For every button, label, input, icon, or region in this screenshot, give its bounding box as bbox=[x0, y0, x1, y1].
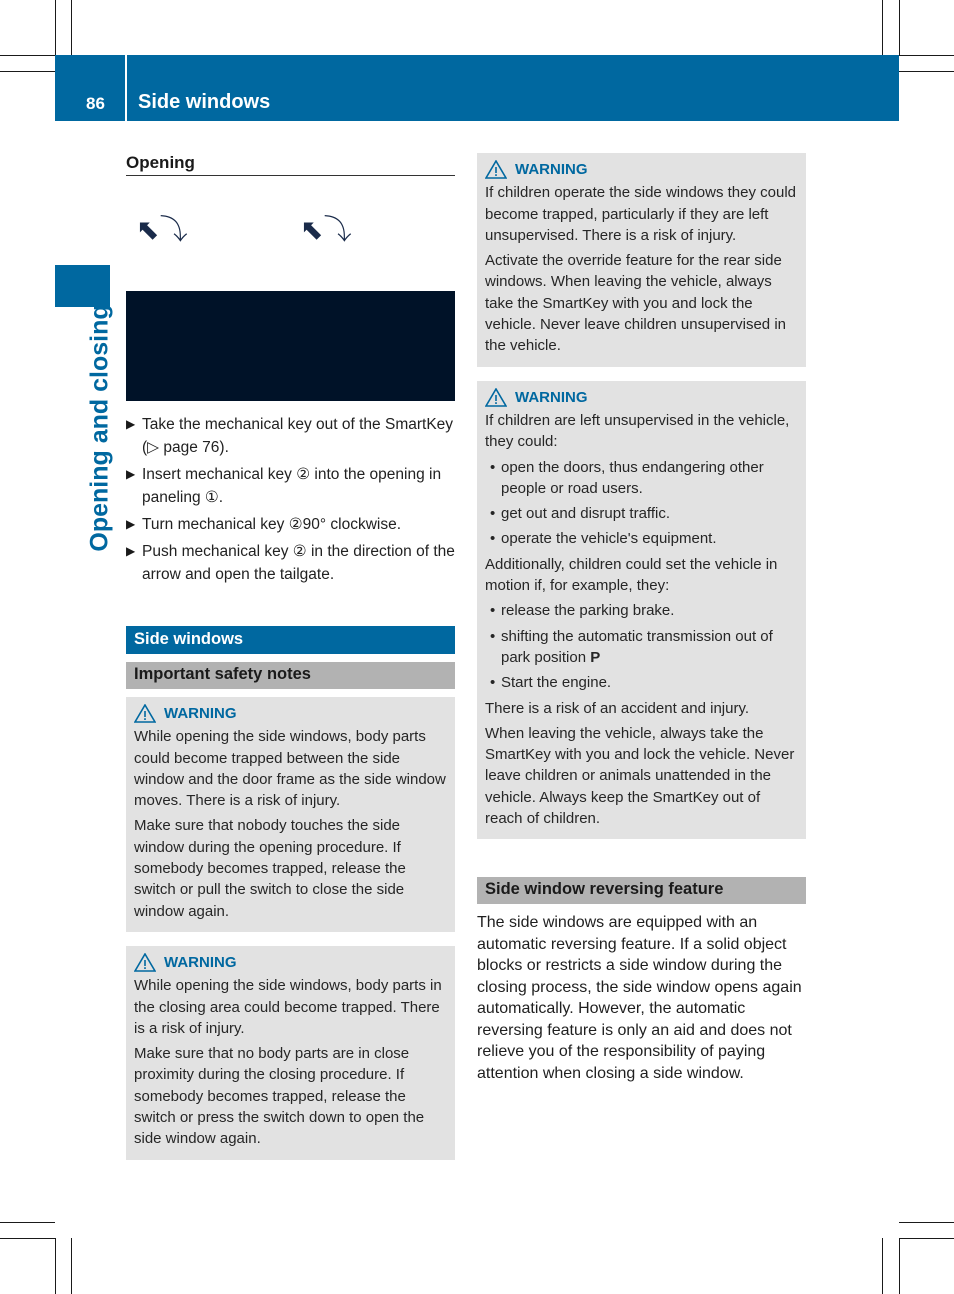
warning-triangle-icon bbox=[485, 388, 507, 407]
warning-text: While opening the side windows, body parts could become trapped between the side window and the door frame as the side window moves. There is a risk of injury. bbox=[134, 728, 446, 810]
step-arrow-icon: ▶ bbox=[126, 517, 136, 531]
crop-mark bbox=[0, 55, 55, 56]
crop-mark bbox=[899, 1238, 900, 1294]
warning-label: WARNING bbox=[164, 953, 237, 971]
warning-bullet: • shifting the automatic transmission out of park position P bbox=[485, 626, 798, 669]
warning-triangle-icon bbox=[134, 953, 156, 972]
warning-box bbox=[126, 697, 455, 932]
key-turn-arrow-icon: ⬉⤵ bbox=[300, 214, 352, 245]
warning-bullet: • release the parking brake. bbox=[485, 600, 798, 621]
section-title: Side windows bbox=[126, 626, 455, 654]
crop-mark bbox=[71, 1238, 72, 1294]
crop-mark bbox=[0, 71, 55, 72]
instruction-step: ▶ Take the mechanical key out of the SmartKey (▷ page 76). bbox=[126, 413, 455, 459]
step-arrow-icon: ▶ bbox=[126, 417, 136, 431]
warning-text: Make sure that no body parts are in close proximity during the closing procedure. If somebody becomes trapped, release the switch or press the switch down to open the side window again. bbox=[134, 1045, 425, 1148]
subsection-title: Important safety notes bbox=[126, 662, 455, 689]
warning-triangle-icon bbox=[134, 704, 156, 723]
crop-mark bbox=[882, 0, 883, 55]
crop-mark bbox=[899, 1238, 954, 1239]
warning-text: There is a risk of an accident and injury. bbox=[485, 699, 750, 717]
chapter-label: Opening and closing bbox=[85, 304, 114, 552]
instruction-step: ▶ Turn mechanical key ②90° clockwise. bbox=[126, 513, 455, 536]
warning-text: Make sure that nobody touches the side window during the opening procedure. If somebody becomes trapped, release the switch or pull the switch to close the side window again. bbox=[134, 817, 406, 920]
opening-heading: Opening bbox=[126, 150, 455, 176]
key-turn-arrow-icon: ⬉⤵ bbox=[136, 214, 188, 245]
warning-triangle-icon bbox=[485, 160, 507, 179]
step-arrow-icon: ▶ bbox=[126, 544, 136, 558]
warning-label: WARNING bbox=[515, 388, 588, 406]
crop-mark bbox=[899, 1222, 954, 1223]
instruction-steps bbox=[126, 413, 455, 586]
warning-box bbox=[477, 153, 806, 367]
warning-bullet: • operate the vehicle's equipment. bbox=[485, 528, 798, 549]
warning-text: Activate the override feature for the rear side windows. When leaving the vehicle, always take the SmartKey with you and lock the vehicle. Never leave children unsupervised in the vehicle. bbox=[485, 252, 786, 355]
warning-label: WARNING bbox=[515, 161, 588, 178]
warning-bullets bbox=[485, 600, 798, 693]
warning-text: While opening the side windows, body parts in the closing area could become trapped. There is a risk of injury. bbox=[134, 977, 442, 1037]
subsection-title: Side window reversing feature bbox=[477, 877, 806, 904]
crop-mark bbox=[0, 1238, 55, 1239]
warning-header bbox=[485, 387, 798, 408]
step-arrow-icon: ▶ bbox=[126, 467, 136, 481]
warning-box bbox=[126, 946, 455, 1160]
warning-header bbox=[134, 703, 447, 724]
chapter-tab bbox=[55, 265, 110, 307]
instruction-step: ▶ Insert mechanical key ② into the opening in paneling ①. bbox=[126, 463, 455, 509]
warning-bullets bbox=[485, 457, 798, 550]
warning-text: If children operate the side windows they could become trapped, particularly if they are left unsupervised. There is a risk of injury. bbox=[485, 184, 797, 244]
warning-bullet: • Start the engine. bbox=[485, 672, 798, 693]
right-column bbox=[477, 153, 806, 1084]
crop-mark bbox=[0, 1222, 55, 1223]
key-illustration bbox=[126, 176, 455, 291]
warning-header bbox=[485, 159, 798, 180]
warning-text: If children are left unsupervised in the vehicle, they could: bbox=[485, 411, 790, 451]
page-title: Side windows bbox=[138, 91, 271, 113]
crop-mark bbox=[899, 71, 954, 72]
body-paragraph: The side windows are equipped with an automatic reversing feature. If a solid object blocks or restricts a side window during the closing process, the side window opens again automatically. However, the automatic reversing feature is only an aid and does not relieve you of the responsibility of paying attention when closing a side window. bbox=[477, 914, 802, 1082]
warning-text: When leaving the vehicle, always take the SmartKey with you and lock the vehicle. Never leave children or animals unattended in the vehicle. Always keep the SmartKey out of reach of children. bbox=[485, 724, 795, 828]
page-number: 86 bbox=[86, 94, 105, 113]
crop-mark bbox=[55, 0, 56, 55]
crop-mark bbox=[899, 55, 954, 56]
warning-header bbox=[134, 952, 447, 973]
crop-mark bbox=[71, 0, 72, 55]
warning-bullet: • open the doors, thus endangering other people or road users. bbox=[485, 457, 798, 500]
left-column bbox=[126, 150, 455, 1160]
warning-text: Additionally, children could set the vehicle in motion if, for example, they: bbox=[485, 555, 778, 595]
warning-bullet: • get out and disrupt traffic. bbox=[485, 503, 798, 524]
crop-mark bbox=[882, 1238, 883, 1294]
gear-position: P bbox=[590, 648, 601, 666]
instruction-step: ▶ Push mechanical key ② in the direction of the arrow and open the tailgate. bbox=[126, 540, 455, 586]
warning-box bbox=[477, 381, 806, 840]
tailgate-image bbox=[126, 291, 455, 401]
warning-label: WARNING bbox=[164, 705, 237, 722]
crop-mark bbox=[55, 1238, 56, 1294]
header-divider bbox=[125, 55, 127, 121]
crop-mark bbox=[899, 0, 900, 55]
